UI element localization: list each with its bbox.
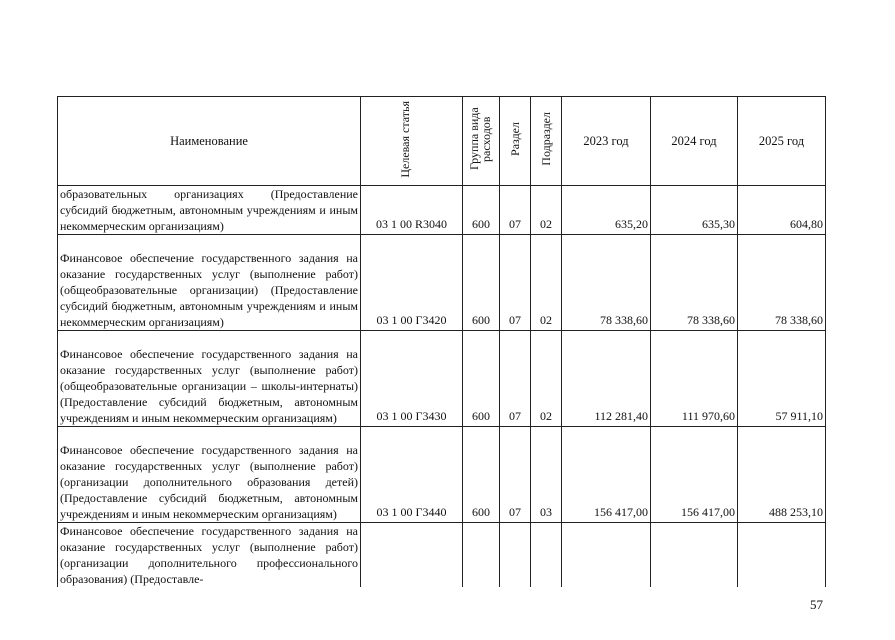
row-target-article: 03 1 00 Г3420 xyxy=(361,235,463,331)
row-subsection xyxy=(531,523,562,588)
header-section: Раздел xyxy=(500,97,531,186)
row-2025: 57 911,10 xyxy=(738,331,826,427)
header-2023: 2023 год xyxy=(562,97,651,186)
row-target-article: 03 1 00 R3040 xyxy=(361,186,463,235)
row-section: 07 xyxy=(500,235,531,331)
row-expense-group: 600 xyxy=(463,235,500,331)
row-section: 07 xyxy=(500,427,531,523)
header-target-article: Целевая статья xyxy=(361,97,463,186)
table-row xyxy=(58,427,826,523)
row-2024: 156 417,00 xyxy=(651,427,738,523)
row-section: 07 xyxy=(500,331,531,427)
page-number: 57 xyxy=(810,597,823,612)
row-expense-group xyxy=(463,523,500,588)
row-target-article xyxy=(361,523,463,588)
row-subsection: 02 xyxy=(531,331,562,427)
row-subsection: 02 xyxy=(531,235,562,331)
table-row xyxy=(58,235,826,331)
table-row xyxy=(58,186,826,235)
row-2024: 111 970,60 xyxy=(651,331,738,427)
row-2024: 78 338,60 xyxy=(651,235,738,331)
row-target-article: 03 1 00 Г3440 xyxy=(361,427,463,523)
row-name: Финансовое обеспечение государственного задания на оказание государственных услуг (выполнение работ) (общеобразовательные организации) (Предоставление субсидий бюджетным, автономным учреждениям и иным некоммерческим организациям) xyxy=(58,235,361,331)
row-2023: 112 281,40 xyxy=(562,331,651,427)
table-row xyxy=(58,523,826,588)
row-2023 xyxy=(562,523,651,588)
budget-table xyxy=(57,96,826,587)
row-2025: 604,80 xyxy=(738,186,826,235)
row-2025: 78 338,60 xyxy=(738,235,826,331)
row-section xyxy=(500,523,531,588)
table-header-row xyxy=(58,97,826,186)
header-2025: 2025 год xyxy=(738,97,826,186)
row-2025 xyxy=(738,523,826,588)
row-subsection: 02 xyxy=(531,186,562,235)
row-2024: 635,30 xyxy=(651,186,738,235)
row-name: Финансовое обеспечение государственного задания на оказание государственных услуг (выполнение работ) (организации дополнительного образования детей) (Предоставление субсидий бюджетным, автономным учреждениям и иным некоммерческим организациям) xyxy=(58,427,361,523)
row-expense-group: 600 xyxy=(463,186,500,235)
row-subsection: 03 xyxy=(531,427,562,523)
row-2025: 488 253,10 xyxy=(738,427,826,523)
row-expense-group: 600 xyxy=(463,427,500,523)
row-expense-group: 600 xyxy=(463,331,500,427)
header-name: Наименование xyxy=(58,97,361,186)
row-2024 xyxy=(651,523,738,588)
header-subsection: Подраздел xyxy=(531,97,562,186)
row-2023: 156 417,00 xyxy=(562,427,651,523)
header-expense-group: Группа вида расходов xyxy=(463,97,500,186)
table-row xyxy=(58,331,826,427)
row-name: образовательных организациях (Предоставление субсидий бюджетным, автономным учреждениям и иным некоммерческим организациям) xyxy=(58,186,361,235)
row-2023: 635,20 xyxy=(562,186,651,235)
row-name: Финансовое обеспечение государственного задания на оказание государственных услуг (выполнение работ) (общеобразовательные организации – школы-интернаты) (Предоставление субсидий бюджетным, автономным учреждениям и иным некоммерческим организациям) xyxy=(58,331,361,427)
header-2024: 2024 год xyxy=(651,97,738,186)
row-section: 07 xyxy=(500,186,531,235)
row-target-article: 03 1 00 Г3430 xyxy=(361,331,463,427)
row-name: Финансовое обеспечение государственного задания на оказание государственных услуг (выполнение работ) (организации дополнительного профессионального образования) (Предоставле- xyxy=(58,523,361,588)
row-2023: 78 338,60 xyxy=(562,235,651,331)
